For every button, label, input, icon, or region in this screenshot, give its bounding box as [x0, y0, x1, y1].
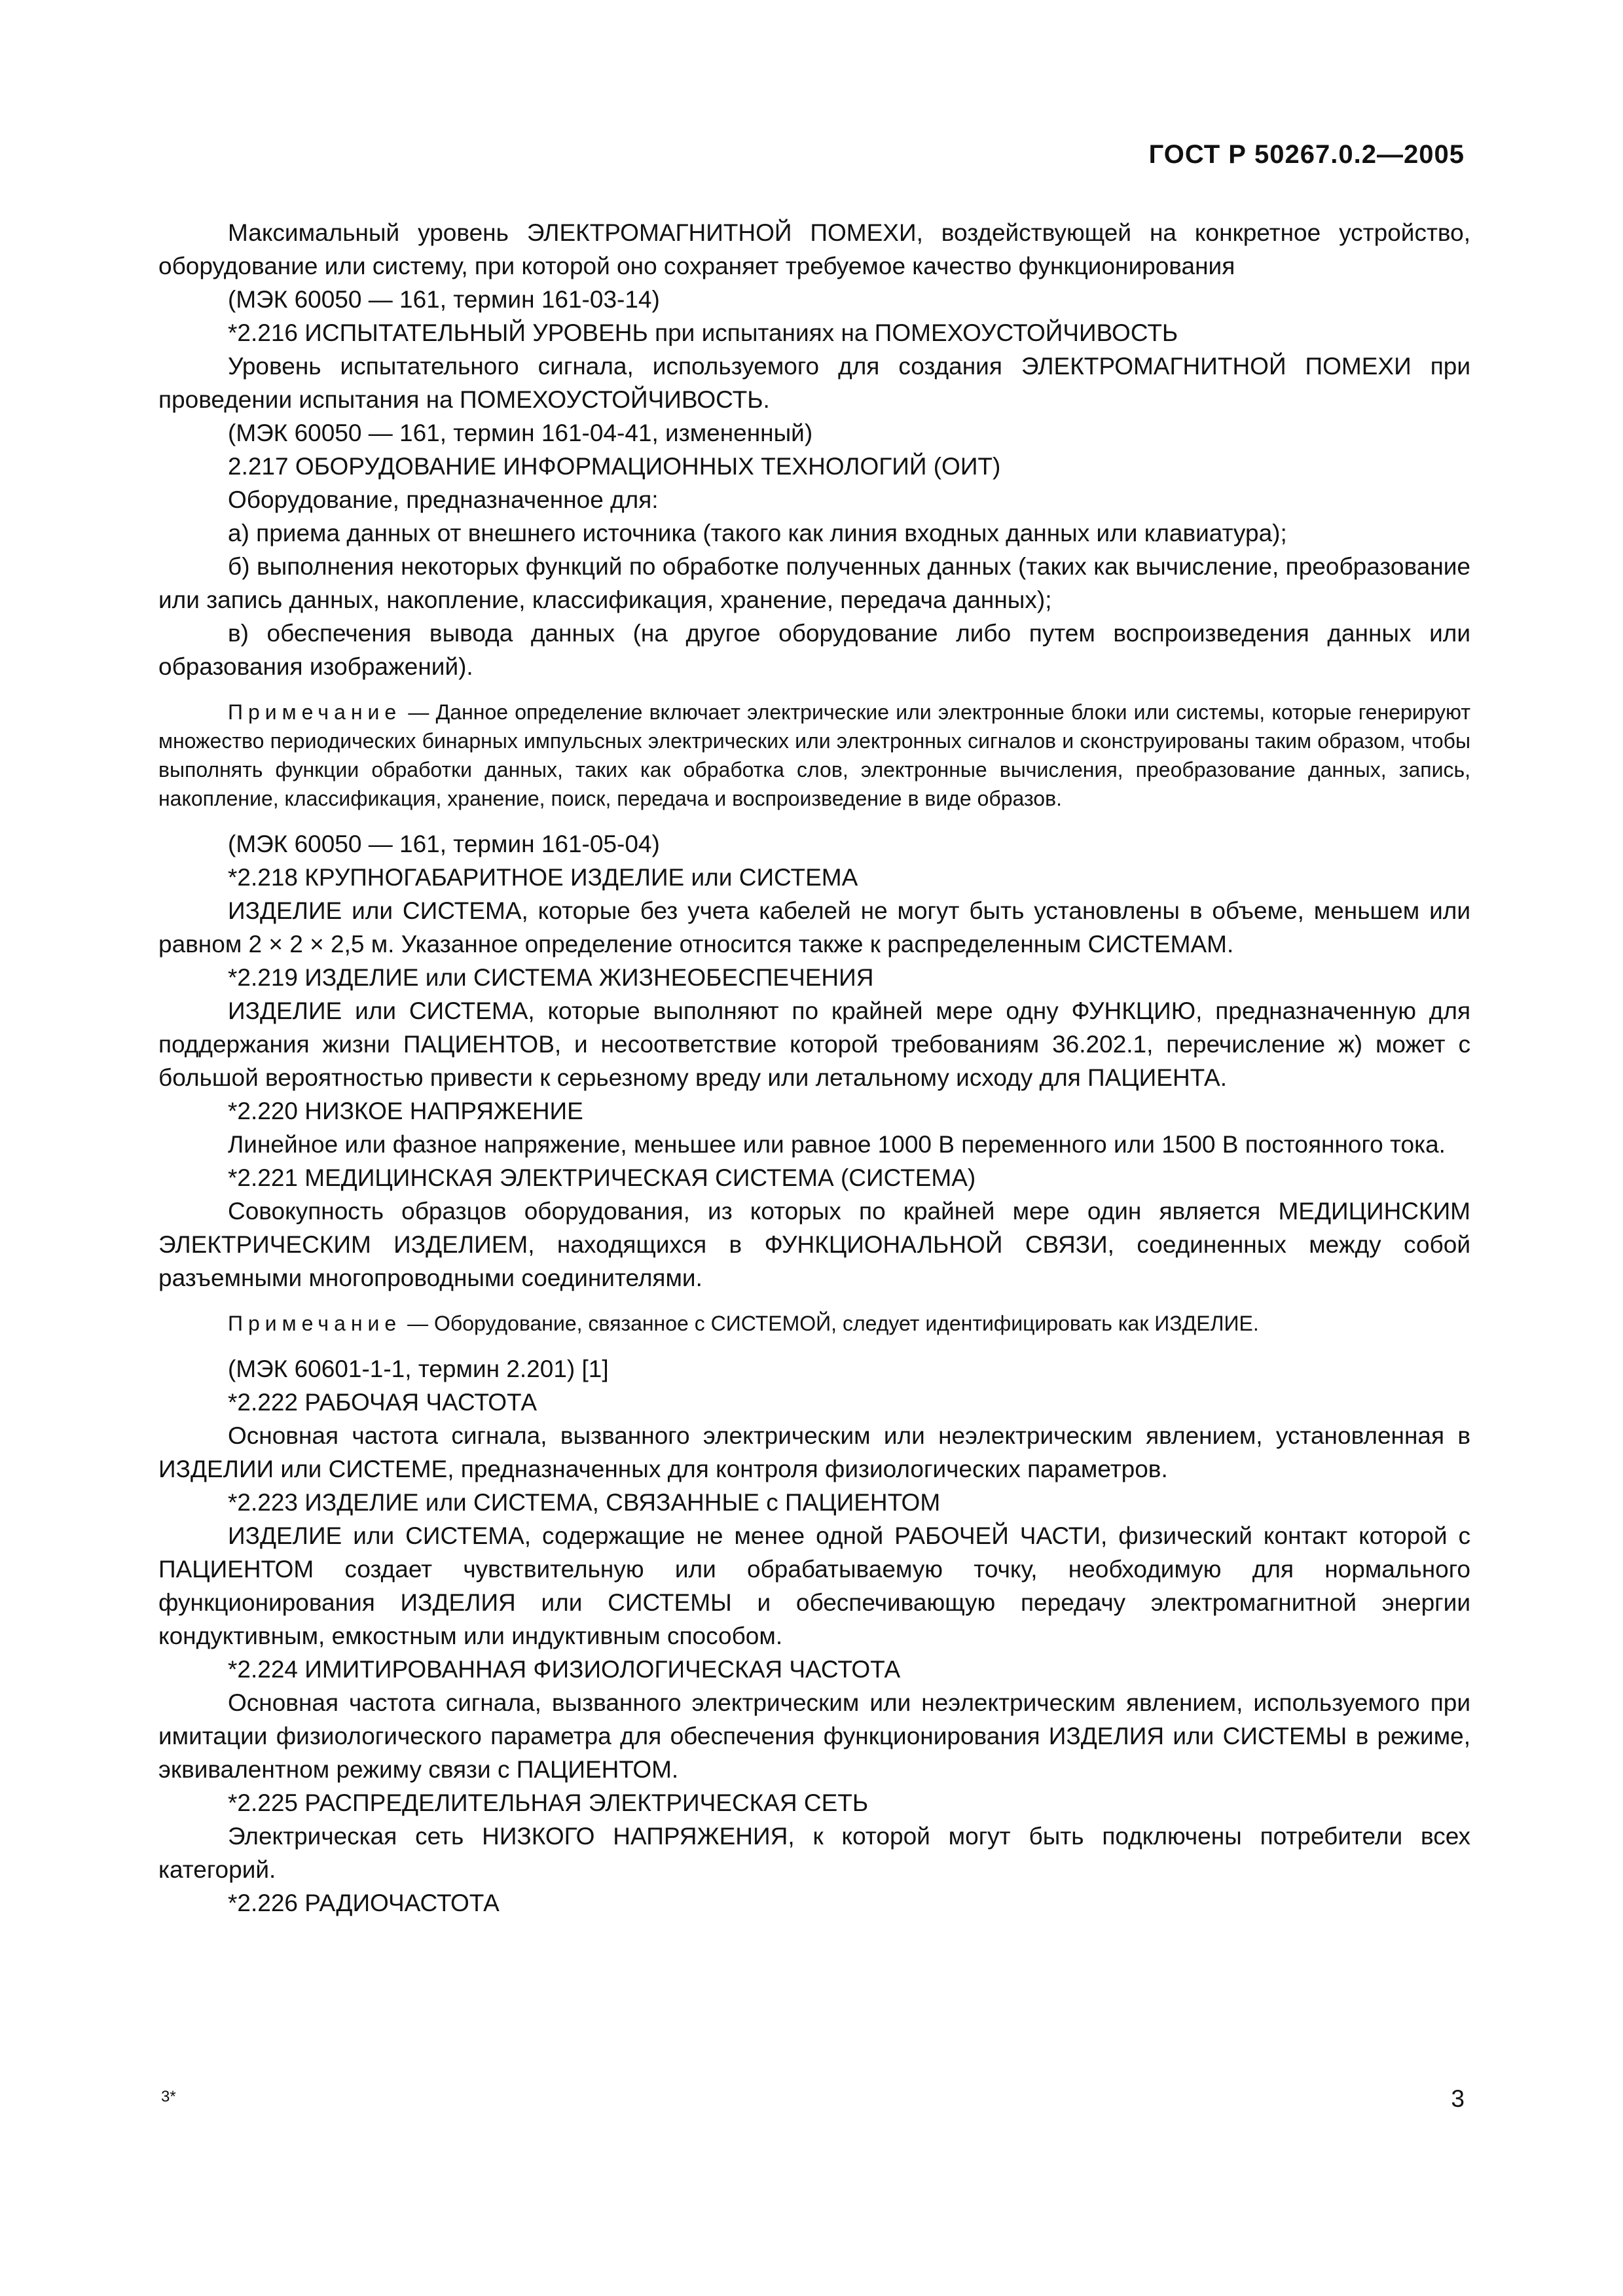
body-paragraph: (МЭК 60601-1-1, термин 2.201) [1]	[228, 1355, 609, 1382]
note-paragraph	[158, 698, 1470, 813]
note-text: — Оборудование, связанное с СИСТЕМОЙ, следует идентифицировать как ИЗДЕЛИЕ.	[401, 1312, 1259, 1335]
body-paragraph: *2.225 РАСПРЕДЕЛИТЕЛЬНАЯ ЭЛЕКТРИЧЕСКАЯ СЕТЬ	[228, 1789, 869, 1816]
body-paragraph: Оборудование, предназначенное для:	[228, 486, 659, 513]
body-paragraph: *2.218 КРУПНОГАБАРИТНОЕ ИЗДЕЛИЕ или СИСТЕМА	[228, 864, 858, 891]
body-paragraph: *2.224 ИМИТИРОВАННАЯ ФИЗИОЛОГИЧЕСКАЯ ЧАСТОТА	[228, 1656, 901, 1683]
body-paragraph: Электрическая сеть НИЗКОГО НАПРЯЖЕНИЯ, к которой могут быть подключены потребители всех категорий.	[158, 1823, 1470, 1883]
body-paragraph: *2.216 ИСПЫТАТЕЛЬНЫЙ УРОВЕНЬ при испытаниях на ПОМЕХОУСТОЙЧИВОСТЬ	[228, 319, 1178, 346]
body-paragraph: *2.226 РАДИОЧАСТОТА	[228, 1890, 500, 1916]
body-paragraph: *2.221 МЕДИЦИНСКАЯ ЭЛЕКТРИЧЕСКАЯ СИСТЕМА (СИСТЕМА)	[228, 1164, 976, 1191]
body-paragraph: *2.219 ИЗДЕЛИЕ или СИСТЕМА ЖИЗНЕОБЕСПЕЧЕНИЯ	[228, 964, 874, 991]
note-text: — Данное определение включает электрические или электронные блоки или системы, которые генерируют множество периодических бинарных импульсных электрических или электронных сигналов и сконструированы таким образом, чтобы выполнять функции обработки данных, таких как обработка слов, электронные вычисления, преобразование данных, запись, накопление, классификация, хранение, поиск, передача и воспроизведение в виде образов.	[158, 700, 1470, 810]
body-paragraph: 2.217 ОБОРУДОВАНИЕ ИНФОРМАЦИОННЫХ ТЕХНОЛОГИЙ (ОИТ)	[228, 453, 1001, 480]
body-paragraph: Максимальный уровень ЭЛЕКТРОМАГНИТНОЙ ПОМЕХИ, воздействующей на конкретное устройство, оборудование или систему, при которой оно сохраняет требуемое качество функционирования	[158, 219, 1470, 279]
body-paragraph: Совокупность образцов оборудования, из которых по крайней мере один является МЕДИЦИНСКИМ ЭЛЕКТРИЧЕСКИМ ИЗДЕЛИЕМ, находящихся в ФУНКЦИОНАЛЬНОЙ СВЯЗИ, соединенных между собой разъемными многопроводными соединителями.	[158, 1198, 1470, 1291]
page-number: 3	[1451, 2085, 1465, 2112]
note-label: Примечание	[228, 700, 402, 724]
body-paragraph: *2.222 РАБОЧАЯ ЧАСТОТА	[228, 1389, 538, 1416]
body-paragraph: Основная частота сигнала, вызванного электрическим или неэлектрическим явлением, используемого при имитации физиологического параметра для обеспечения функционирования ИЗДЕЛИЯ или СИСТЕМЫ в режиме, эквивалентном режиму связи с ПАЦИЕНТОМ.	[158, 1689, 1470, 1783]
body-paragraph: Линейное или фазное напряжение, меньшее или равное 1000 В переменного или 1500 В постоянного тока.	[228, 1131, 1446, 1158]
note-paragraph	[158, 1309, 1470, 1338]
body-paragraph: а) приема данных от внешнего источника (такого как линия входных данных или клавиатура);	[228, 520, 1287, 547]
body-paragraph: в) обеспечения вывода данных (на другое оборудование либо путем воспроизведения данных или образования изображений).	[158, 620, 1470, 680]
body-paragraph: б) выполнения некоторых функций по обработке полученных данных (таких как вычисление, преобразование или запись данных, накопление, классификация, хранение, передача данных);	[158, 553, 1470, 613]
body-paragraph: ИЗДЕЛИЕ или СИСТЕМА, содержащие не менее одной РАБОЧЕЙ ЧАСТИ, физический контакт которой с ПАЦИЕНТОМ создает чувствительную или обрабатываемую точку, необходимую для нормального функционирования ИЗДЕЛИЯ или СИСТЕМЫ и обеспечивающую передачу электромагнитной энергии кондуктивным, емкостным или индуктивным способом.	[158, 1522, 1470, 1649]
body-paragraph: (МЭК 60050 — 161, термин 161-04-41, измененный)	[228, 420, 813, 446]
body-paragraph: (МЭК 60050 — 161, термин 161-03-14)	[228, 286, 660, 313]
body-paragraph: *2.220 НИЗКОЕ НАПРЯЖЕНИЕ	[228, 1098, 583, 1124]
body-paragraph: *2.223 ИЗДЕЛИЕ или СИСТЕМА, СВЯЗАННЫЕ с ПАЦИЕНТОМ	[228, 1489, 941, 1516]
body-paragraph: Уровень испытательного сигнала, используемого для создания ЭЛЕКТРОМАГНИТНОЙ ПОМЕХИ при проведении испытания на ПОМЕХОУСТОЙЧИВОСТЬ.	[158, 353, 1470, 413]
document-header: ГОСТ Р 50267.0.2—2005	[1148, 140, 1465, 169]
note-label: Примечание	[228, 1312, 402, 1335]
body-paragraph: (МЭК 60050 — 161, термин 161-05-04)	[228, 831, 660, 857]
body-paragraph: ИЗДЕЛИЕ или СИСТЕМА, которые выполняют по крайней мере одну ФУНКЦИЮ, предназначенную для поддержания жизни ПАЦИЕНТОВ, и несоответствие которой требованиям 36.202.1, перечисление ж) может с большой вероятностью привести к серьезному вреду или летальному исходу для ПАЦИЕНТА.	[158, 997, 1470, 1091]
document-body	[158, 216, 1470, 1920]
body-paragraph: Основная частота сигнала, вызванного электрическим или неэлектрическим явлением, установленная в ИЗДЕЛИИ или СИСТЕМЕ, предназначенных для контроля физиологических параметров.	[158, 1422, 1470, 1482]
body-paragraph: ИЗДЕЛИЕ или СИСТЕМА, которые без учета кабелей не могут быть установлены в объеме, меньшем или равном 2 × 2 × 2,5 м. Указанное определение относится также к распределенным СИСТЕМАМ.	[158, 897, 1470, 958]
sheet-mark: 3*	[161, 2088, 176, 2106]
